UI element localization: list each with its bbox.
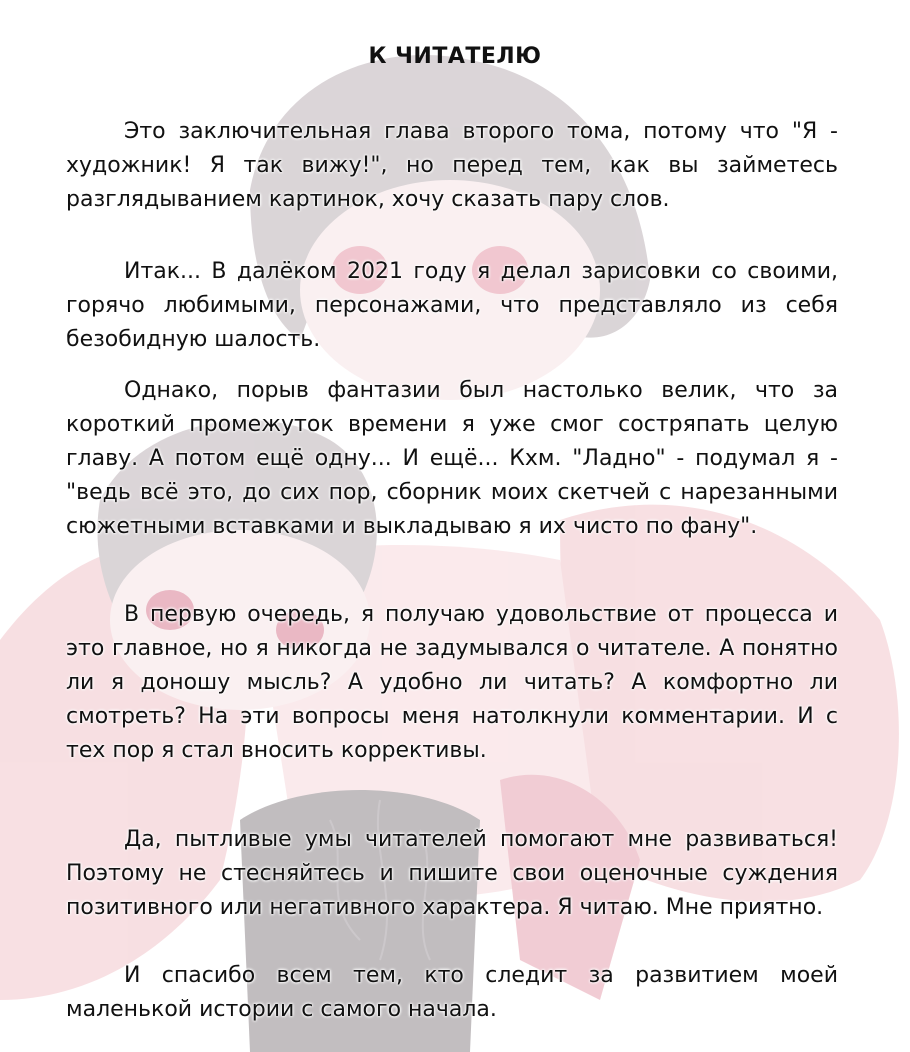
paragraph: Да, пытливые умы читателей помогают мне развиваться! Поэтому не стесняйтесь и пишите свои оценочные суждения позитивного или негативного характера. Я читаю. Мне приятно. (66, 827, 838, 920)
paragraph: Итак... В далёком 2021 году я делал зарисовки со своими, горячо любимыми, персонажами, что представляло из себя безобидную шалость. (66, 259, 838, 352)
paragraph: Это заключительная глава второго тома, потому что "Я - художник! Я так вижу!", но перед тем, как вы займетесь разглядыванием картинок, хочу сказать пару слов. (66, 119, 838, 212)
page-title: К ЧИТАТЕЛЮ (368, 44, 542, 69)
paragraph: В первую очередь, я получаю удовольствие от процесса и это главное, но я никогда не задумывался о читателе. А понятно ли я доношу мысль? А удобно ли читать? А комфортно ли смотреть? На эти вопросы меня натолкнули комментарии. И с тех пор я стал вносить коррективы. (66, 602, 838, 763)
paragraph: Однако, порыв фантазии был настолько велик, что за короткий промежуток времени я уже смог состряпать целую главу. А потом ещё одну... И ещё... Кхм. "Ладно" - подумал я - "ведь всё это, до сих пор, сборник моих скетчей с нарезанными сюжетными вставками и выкладываю я их чисто по фану". (66, 378, 838, 539)
paragraph: И спасибо всем тем, кто следит за развитием моей маленькой истории с самого начала. (66, 963, 838, 1022)
